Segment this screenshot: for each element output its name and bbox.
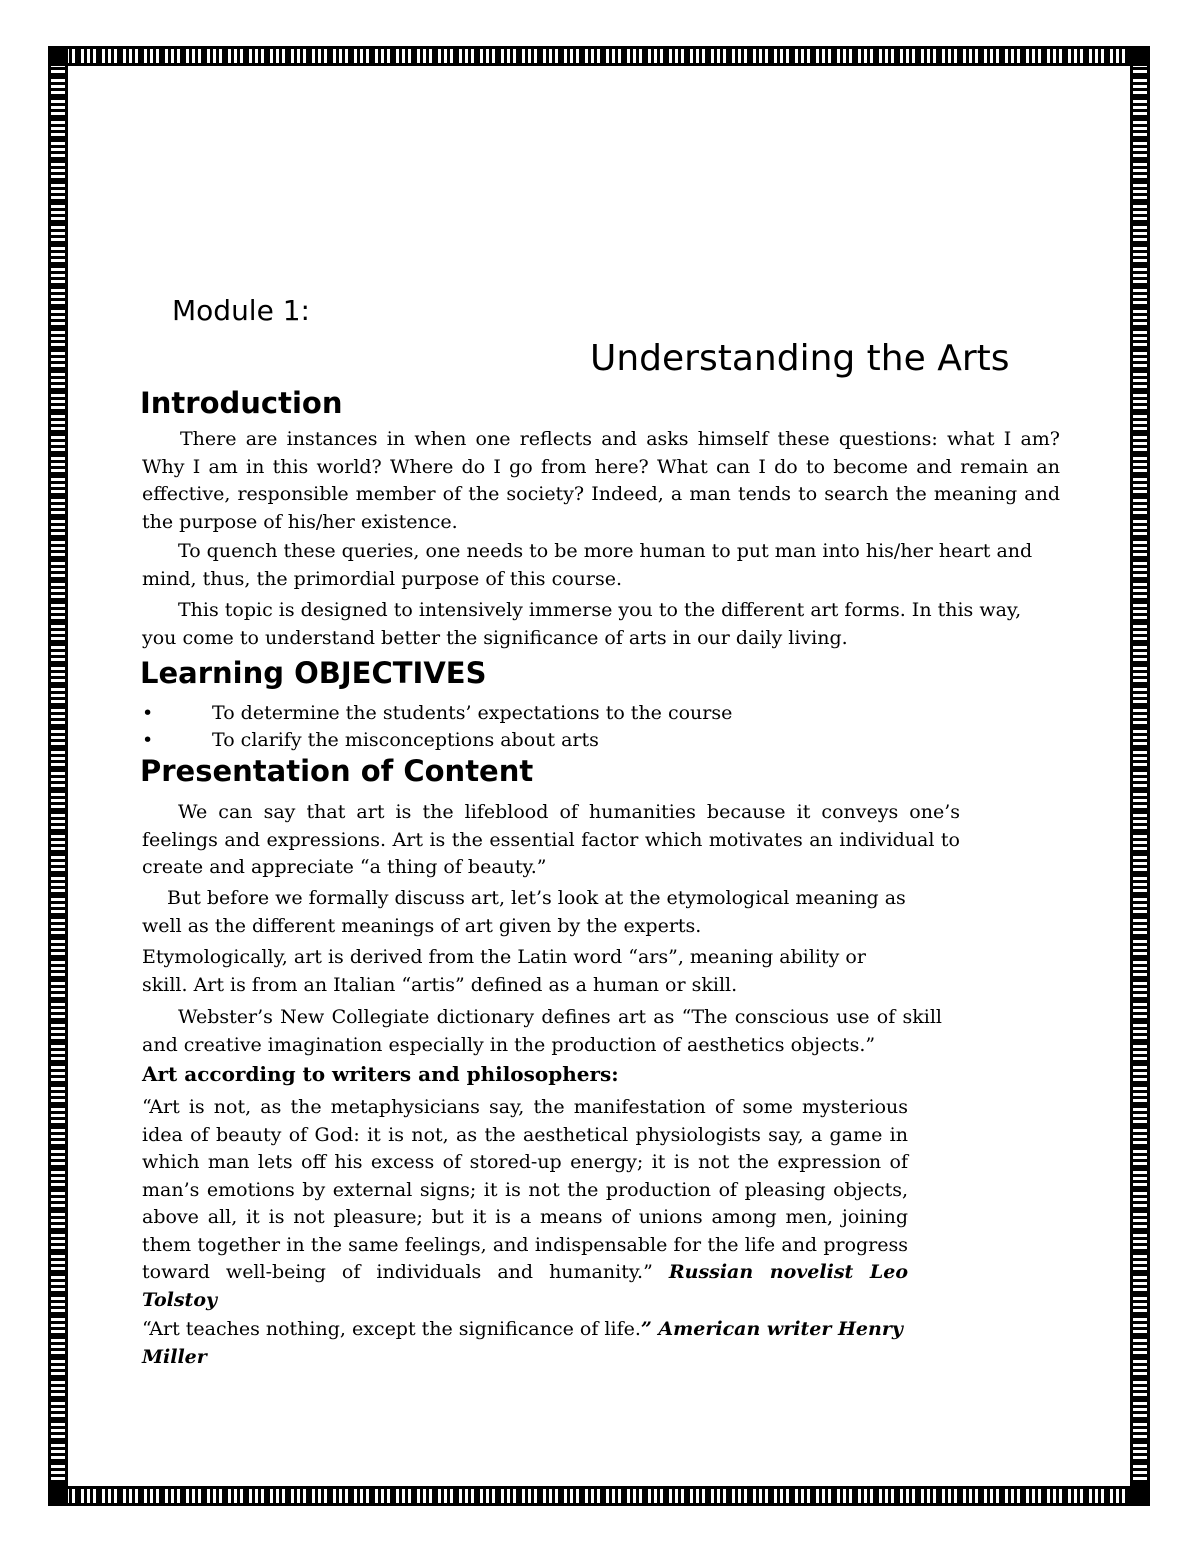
module-label: Module 1: — [172, 294, 310, 327]
list-item — [142, 727, 1042, 754]
quote-attribution: ” American writer Henry Miller — [142, 1318, 903, 1368]
quote-attribution: Russian novelist Leo Tolstoy — [142, 1261, 909, 1311]
quote-tolstoy — [142, 1094, 908, 1314]
content-paragraph: Etymologically, art is derived from the Latin word “ars”, meaning ability or skill. Art is from an Italian “artis” defined as a human or skill. — [142, 946, 866, 996]
page-border-left — [48, 46, 68, 1506]
quote-text: “Art is not, as the metaphysicians say, the manifestation of some mysterious idea of beauty of God: it is not, as the aesthetical physiologists say, a game in which man lets off his excess of stored-up energy; it is not the expression of man’s emotions by external signs; it is not the production of pleasing objects, above all, it is not pleasure; but it is a means of unions among men, joining them together in the same feelings, and indispensable for the life and progress toward well-being of individuals and humanity.” — [142, 1096, 908, 1283]
introduction-heading: Introduction — [140, 386, 343, 420]
quote-text: “Art teaches nothing, except the significance of life. — [142, 1318, 641, 1340]
border-corner-top-left — [48, 46, 68, 66]
list-item — [142, 700, 1042, 727]
page-border-top — [48, 46, 1150, 66]
intro-paragraph: This topic is designed to intensively immerse you to the different art forms. In this way, you come to understand better the significance of arts in our daily living. — [142, 599, 1022, 649]
objectives-list — [142, 700, 1042, 754]
module-title: Understanding the Arts — [590, 338, 1010, 379]
objective-text: To determine the students’ expectations to the course — [212, 702, 733, 724]
objectives-heading: Learning OBJECTIVES — [140, 656, 487, 690]
bullet-icon: • — [142, 729, 154, 751]
intro-paragraph: To quench these queries, one needs to be more human to put man into his/her heart and mind, thus, the primordial purpose of this course. — [142, 540, 1033, 590]
content-paragraph: Webster’s New Collegiate dictionary defines art as “The conscious use of skill and creative imagination especially in the production of aesthetics objects.” — [142, 1006, 942, 1056]
bullet-icon: • — [142, 702, 154, 724]
presentation-heading: Presentation of Content — [140, 754, 534, 788]
border-corner-bottom-left — [48, 1486, 68, 1506]
quote-miller — [142, 1316, 908, 1371]
page-border-right — [1130, 46, 1150, 1506]
writers-philosophers-subheading: Art according to writers and philosophers: — [142, 1062, 619, 1086]
page-border-bottom — [48, 1486, 1150, 1506]
intro-paragraph: There are instances in when one reflects and asks himself these questions: what I am? Why I am in this world? Where do I go from here? What can I do to become and remain an effective, responsible member of the society? Indeed, a man tends to search the meaning and the purpose of his/her existence. — [142, 428, 1060, 533]
border-corner-bottom-right — [1130, 1486, 1150, 1506]
border-corner-top-right — [1130, 46, 1150, 66]
content-paragraph: But before we formally discuss art, let’s look at the etymological meaning as well as the different meanings of art given by the experts. — [142, 887, 906, 937]
content-paragraph: We can say that art is the lifeblood of humanities because it conveys one’s feelings and expressions. Art is the essential factor which motivates an individual to create and appreciate “a thing of beauty.” — [142, 801, 960, 878]
objective-text: To clarify the misconceptions about arts — [212, 729, 599, 751]
